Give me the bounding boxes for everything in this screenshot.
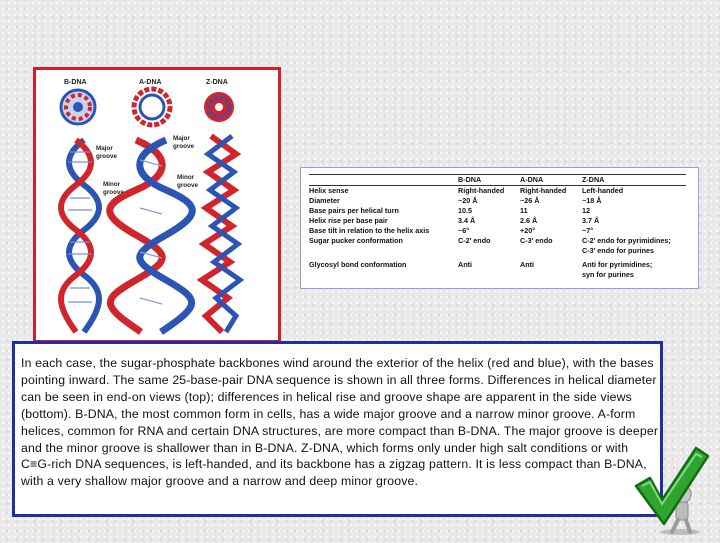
z-dna-end-view: [204, 92, 234, 122]
b-dna-end-view: [61, 90, 95, 124]
table-cell: [458, 246, 520, 256]
table-cell: Helix sense: [309, 186, 349, 195]
table-cell: 10.5: [458, 206, 472, 215]
table-cell: Helix rise per base pair: [309, 216, 388, 225]
table-cell: Glycosyl bond conformation: [309, 260, 407, 269]
table-row: [309, 206, 686, 216]
dna-comparison-table: [309, 174, 686, 280]
table-row: [309, 196, 686, 206]
a-dna-side-view: [110, 140, 193, 332]
table-cell: 12: [582, 206, 590, 215]
table-cell: [520, 270, 582, 280]
table-cell: 11: [520, 206, 528, 215]
table-cell: Base tilt in relation to the helix axis: [309, 226, 430, 235]
table-cell: 3.7 Å: [582, 216, 600, 225]
table-cell: Anti: [458, 260, 472, 269]
table-cell: Base pairs per helical turn: [309, 206, 399, 215]
dna-comparison-table-panel: [300, 167, 699, 289]
table-row: [309, 270, 686, 280]
table-row: [309, 260, 686, 270]
table-cell: Anti for pyrimidines;: [582, 260, 653, 269]
label-major-groove-a-2: groove: [173, 143, 194, 150]
table-header-cell: [309, 175, 458, 186]
table-cell: syn for purines: [582, 270, 634, 279]
table-cell: 3.4 Å: [458, 216, 476, 225]
table-cell: ~6°: [458, 226, 470, 235]
table-cell: +20°: [520, 226, 536, 235]
table-cell: 2.6 Å: [520, 216, 538, 225]
table-row: [309, 216, 686, 226]
table-header-cell: B-DNA: [458, 175, 482, 184]
label-minor-groove-a-2: groove: [177, 182, 198, 189]
label-minor-groove-b-2: groove: [103, 189, 124, 196]
checkmark-icon: [632, 442, 712, 543]
label-minor-groove-a-1: Minor: [177, 174, 195, 181]
table-cell: [309, 246, 458, 256]
label-major-groove-b-1: Major: [96, 145, 113, 152]
label-major-groove-a-1: Major: [173, 135, 190, 142]
table-row: [309, 226, 686, 236]
caption-box: [12, 341, 663, 517]
label-z-dna: Z-DNA: [206, 79, 228, 86]
b-dna-side-view: [61, 140, 99, 332]
table-cell: Right-handed: [458, 186, 505, 195]
table-cell: [458, 270, 520, 280]
label-minor-groove-b-1: Minor: [103, 181, 121, 188]
table-cell: [520, 246, 582, 256]
table-header-cell: Z-DNA: [582, 175, 605, 184]
table-cell: Diameter: [309, 196, 340, 205]
label-b-dna: B-DNA: [64, 79, 87, 86]
table-cell: [309, 270, 458, 280]
table-cell: C-2′ endo: [458, 236, 491, 245]
table-cell: Right-handed: [520, 186, 567, 195]
dna-forms-illustration: [36, 70, 278, 340]
label-a-dna: A-DNA: [139, 79, 162, 86]
a-dna-end-view: [134, 89, 170, 125]
table-cell: ~7°: [582, 226, 594, 235]
table-cell: ~20 Å: [458, 196, 478, 205]
table-header-cell: A-DNA: [520, 175, 544, 184]
table-cell: C-3′ endo for purines: [582, 246, 655, 255]
table-header-row: [309, 175, 686, 186]
label-major-groove-b-2: groove: [96, 153, 117, 160]
table-cell: Sugar pucker conformation: [309, 236, 403, 245]
table-cell: C-2′ endo for pyrimidines;: [582, 236, 671, 245]
table-cell: C-3′ endo: [520, 236, 553, 245]
table-row: [309, 246, 686, 256]
dna-figure-panel: [33, 67, 281, 343]
table-cell: Left-handed: [582, 186, 624, 195]
z-dna-side-view: [202, 136, 240, 332]
caption-text: In each case, the sugar-phosphate backbones wind around the exterior of the helix (red and blue), with the bases pointing inward. The same 25-base-pair DNA sequence is shown in all three forms. Differences in helical diameter can be seen in end-on views (top); differences in helical rise and groove shape are apparent in the side views (bottom). B-DNA, the most common form in cells, has a wide major groove and a narrow minor groove. A-form helices, common for RNA and certain DNA structures, are more compact than B-DNA. The major groove is deeper and the minor groove is shallower than in B-DNA. Z-DNA, which forms only under high salt conditions or with C≡G-rich DNA sequences, is left-handed, and its backbone has a zigzag pattern. It is less compact than B-DNA, with a very shallow major groove and a narrow and deep minor groove.: [21, 356, 659, 489]
table-row: [309, 236, 686, 246]
table-row: [309, 186, 686, 197]
table-cell: ~26 Å: [520, 196, 540, 205]
table-cell: ~18 Å: [582, 196, 602, 205]
table-cell: Anti: [520, 260, 534, 269]
